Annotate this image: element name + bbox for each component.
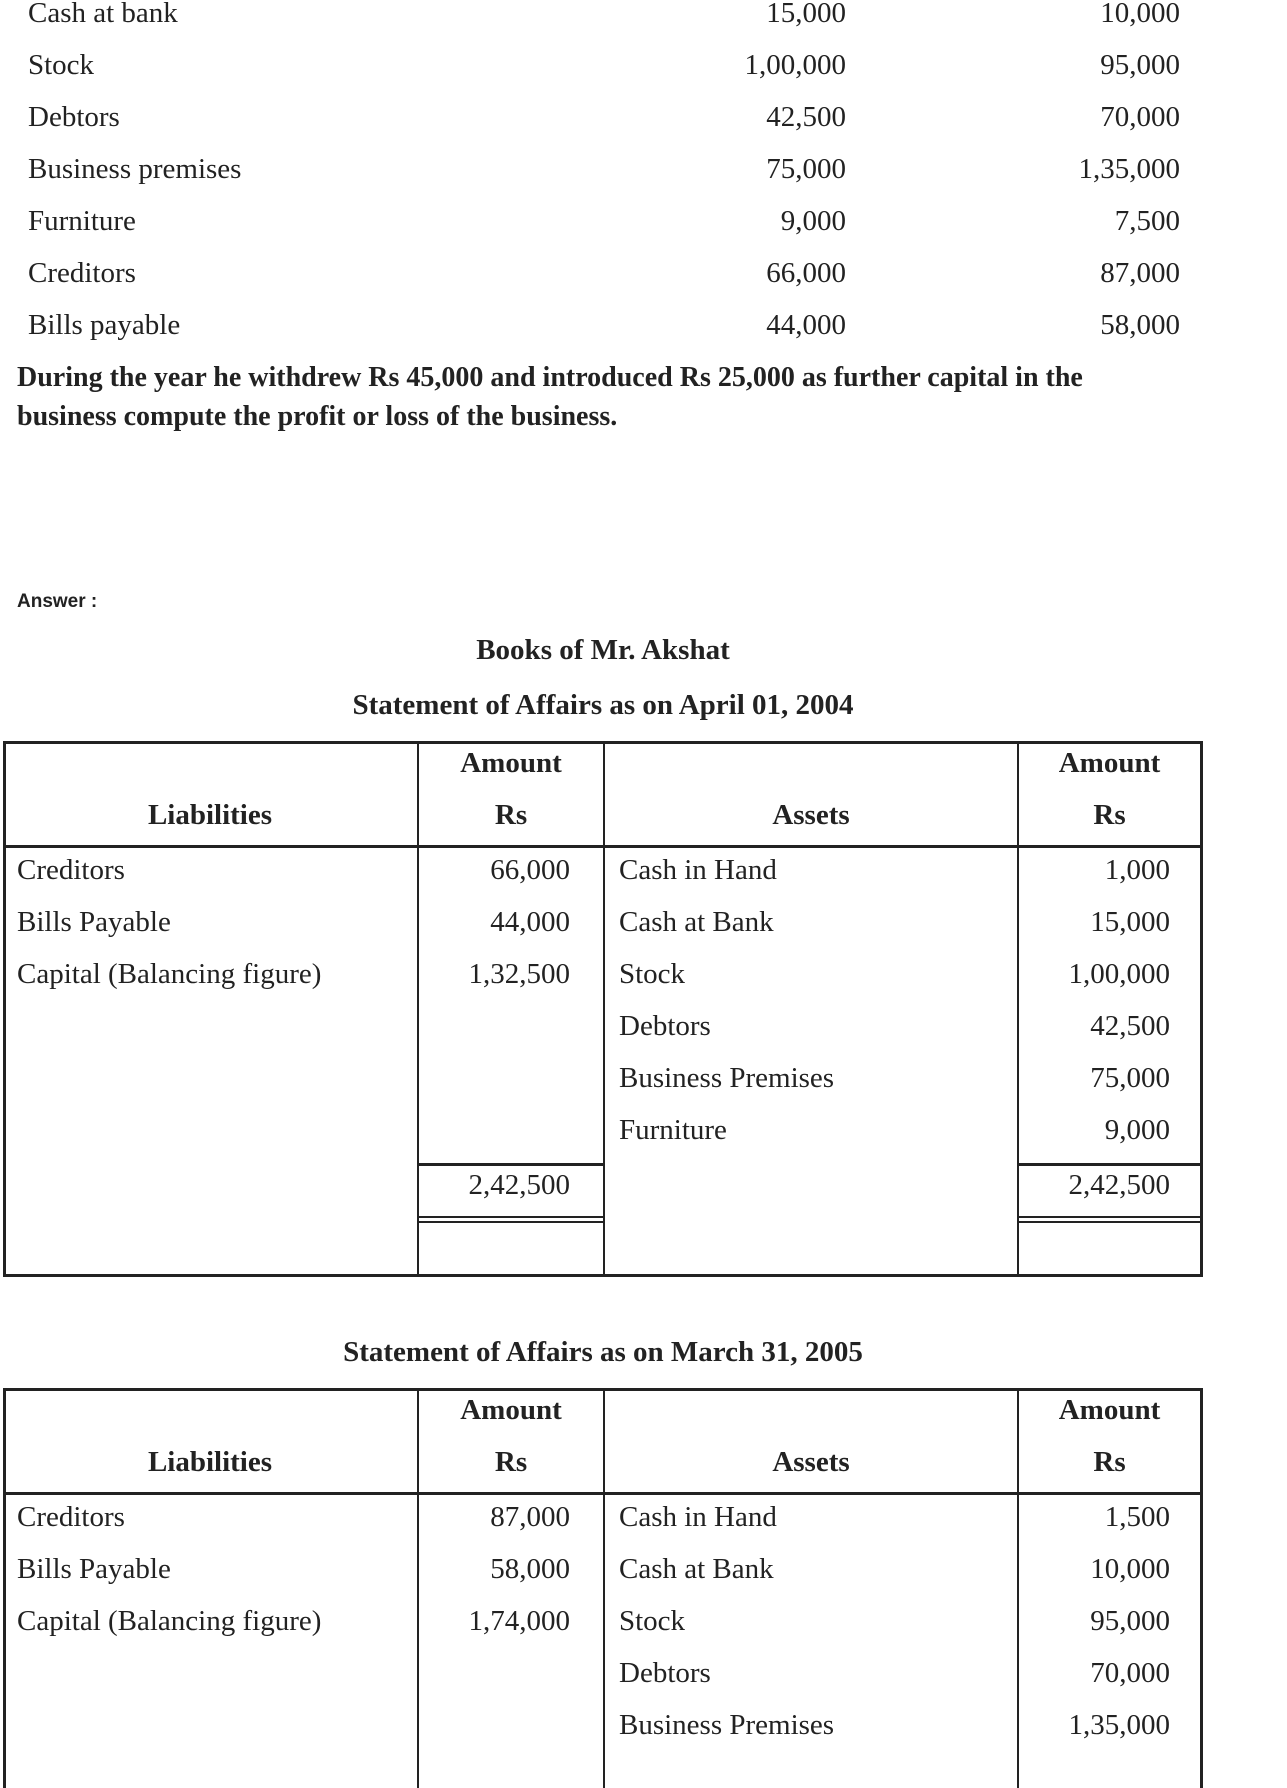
question-row-label: Furniture bbox=[28, 205, 136, 237]
question-row-value-1: 42,500 bbox=[766, 101, 846, 133]
question-row-value-2: 10,000 bbox=[1100, 0, 1180, 29]
asset-label: Business Premises bbox=[619, 1709, 835, 1741]
question-row-value-2: 1,35,000 bbox=[1078, 153, 1180, 185]
asset-label: Business Premises bbox=[619, 1062, 835, 1094]
answer-label: Answer : bbox=[17, 591, 98, 612]
asset-label: Cash at Bank bbox=[619, 906, 774, 938]
header-divider bbox=[3, 845, 1203, 848]
header-divider bbox=[3, 1492, 1203, 1495]
table-border-right bbox=[1200, 1388, 1203, 1788]
header-liabilities: Liabilities bbox=[147, 1446, 273, 1478]
asset-label: Cash in Hand bbox=[619, 1501, 777, 1533]
question-row-value-1: 1,00,000 bbox=[744, 49, 846, 81]
question-row-value-1: 66,000 bbox=[766, 257, 846, 289]
asset-amount: 95,000 bbox=[1090, 1605, 1170, 1637]
question-row-value-2: 87,000 bbox=[1100, 257, 1180, 289]
liability-amount: 66,000 bbox=[490, 854, 570, 886]
header-amount: Amount bbox=[460, 1394, 562, 1426]
question-row-value-1: 44,000 bbox=[766, 309, 846, 341]
liability-amount: 1,74,000 bbox=[468, 1605, 570, 1637]
header-rs: Rs bbox=[494, 799, 528, 831]
asset-label: Debtors bbox=[619, 1010, 711, 1042]
question-row-label: Cash at bank bbox=[28, 0, 178, 29]
asset-amount: 42,500 bbox=[1090, 1010, 1170, 1042]
asset-label: Furniture bbox=[619, 1114, 727, 1146]
header-amount: Amount bbox=[1058, 747, 1161, 779]
liability-label: Bills Payable bbox=[17, 1553, 171, 1585]
total-liabilities: 2,42,500 bbox=[468, 1169, 570, 1201]
asset-label: Cash at Bank bbox=[619, 1553, 774, 1585]
header-amount: Amount bbox=[1058, 1394, 1161, 1426]
question-row-value-1: 75,000 bbox=[766, 153, 846, 185]
statement-title-2004: Statement of Affairs as on April 01, 2004 bbox=[352, 689, 854, 721]
total-rule bbox=[1019, 1163, 1200, 1166]
question-row-label: Business premises bbox=[28, 153, 242, 185]
asset-amount: 1,500 bbox=[1104, 1501, 1170, 1533]
liability-amount: 87,000 bbox=[490, 1501, 570, 1533]
total-assets: 2,42,500 bbox=[1068, 1169, 1170, 1201]
liability-label: Creditors bbox=[17, 854, 125, 886]
question-row-label: Bills payable bbox=[28, 309, 181, 341]
asset-amount: 15,000 bbox=[1090, 906, 1170, 938]
question-row-value-2: 58,000 bbox=[1100, 309, 1180, 341]
asset-amount: 1,35,000 bbox=[1068, 1709, 1170, 1741]
header-rs: Rs bbox=[1093, 1446, 1126, 1478]
asset-label: Stock bbox=[619, 958, 686, 990]
liability-label: Capital (Balancing figure) bbox=[17, 1605, 322, 1637]
question-row-value-2: 70,000 bbox=[1100, 101, 1180, 133]
asset-amount: 1,00,000 bbox=[1068, 958, 1170, 990]
header-assets: Assets bbox=[772, 1446, 850, 1478]
double-rule-top bbox=[419, 1216, 603, 1218]
books-title: Books of Mr. Akshat bbox=[476, 634, 730, 666]
header-liabilities: Liabilities bbox=[147, 799, 273, 831]
double-rule-bottom bbox=[419, 1221, 603, 1223]
header-amount: Amount bbox=[460, 747, 562, 779]
question-text-line-1: During the year he withdrew Rs 45,000 and introduced Rs 25,000 as further capital in the bbox=[17, 362, 1083, 393]
double-rule-bottom bbox=[1019, 1221, 1200, 1223]
liability-label: Creditors bbox=[17, 1501, 125, 1533]
liability-label: Bills Payable bbox=[17, 906, 171, 938]
header-rs: Rs bbox=[1093, 799, 1126, 831]
liability-amount: 1,32,500 bbox=[468, 958, 570, 990]
asset-amount: 75,000 bbox=[1090, 1062, 1170, 1094]
liability-label: Capital (Balancing figure) bbox=[17, 958, 322, 990]
liability-amount: 58,000 bbox=[490, 1553, 570, 1585]
statement-title-2005: Statement of Affairs as on March 31, 2005 bbox=[343, 1336, 863, 1368]
double-rule-top bbox=[1019, 1216, 1200, 1218]
asset-label: Debtors bbox=[619, 1657, 711, 1689]
question-row-value-1: 15,000 bbox=[766, 0, 846, 29]
question-row-label: Creditors bbox=[28, 257, 136, 289]
statement-of-affairs-2004 bbox=[3, 741, 1203, 1277]
asset-amount: 1,000 bbox=[1104, 854, 1170, 886]
question-text-line-2: business compute the profit or loss of the business. bbox=[17, 401, 618, 432]
question-row-label: Debtors bbox=[28, 101, 120, 133]
question-row-value-1: 9,000 bbox=[780, 205, 846, 237]
question-row-value-2: 95,000 bbox=[1100, 49, 1180, 81]
question-row-value-2: 7,500 bbox=[1114, 205, 1180, 237]
asset-amount: 70,000 bbox=[1090, 1657, 1170, 1689]
statement-of-affairs-2005 bbox=[3, 1388, 1203, 1788]
asset-label: Stock bbox=[619, 1605, 686, 1637]
total-rule bbox=[419, 1163, 603, 1166]
table-border-right bbox=[1200, 741, 1203, 1277]
asset-label: Cash in Hand bbox=[619, 854, 777, 886]
liability-amount: 44,000 bbox=[490, 906, 570, 938]
header-rs: Rs bbox=[494, 1446, 528, 1478]
asset-amount: 9,000 bbox=[1104, 1114, 1170, 1146]
asset-amount: 10,000 bbox=[1090, 1553, 1170, 1585]
question-row-label: Stock bbox=[28, 49, 95, 81]
header-assets: Assets bbox=[772, 799, 850, 831]
